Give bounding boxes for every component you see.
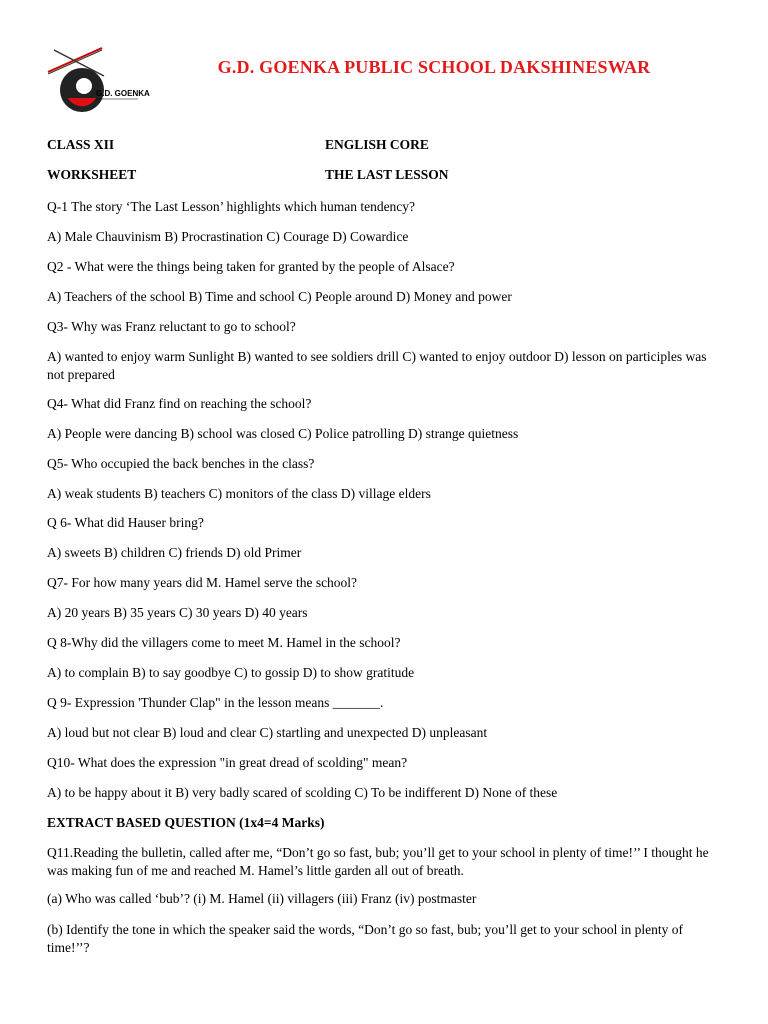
question-8: Q 8-Why did the villagers come to meet M. Hamel in the school? — [47, 635, 401, 650]
extract-question-b: (b) Identify the tone in which the speaker said the words, “Don’t go so fast, bub; you’ll get to your school in plenty of time!’’? — [47, 922, 683, 955]
question-2: Q2 - What were the things being taken for granted by the people of Alsace? — [47, 259, 455, 274]
question-10: Q10- What does the expression "in great dread of scolding" mean? — [47, 755, 408, 770]
options-3: A) wanted to enjoy warm Sunlight B) wanted to see soldiers drill C) wanted to enjoy outdoor D) lesson on participles was not prepared — [47, 349, 707, 382]
worksheet-label: WORKSHEET — [47, 167, 137, 182]
options-1: A) Male Chauvinism B) Procrastination C) Courage D) Cowardice — [47, 229, 409, 244]
subject-label: ENGLISH CORE — [325, 137, 429, 152]
class-label: CLASS XII — [47, 137, 115, 152]
school-title: G.D. GOENKA PUBLIC SCHOOL DAKSHINESWAR — [217, 57, 651, 77]
question-5: Q5- Who occupied the back benches in the class? — [47, 456, 315, 471]
question-4: Q4- What did Franz find on reaching the school? — [47, 396, 312, 411]
options-6: A) sweets B) children C) friends D) old Primer — [47, 545, 302, 560]
options-10: A) to be happy about it B) very badly scared of scolding C) To be indifferent D) None of these — [47, 785, 558, 800]
question-6: Q 6- What did Hauser bring? — [47, 515, 204, 530]
section-heading: EXTRACT BASED QUESTION (1x4=4 Marks) — [47, 815, 325, 830]
options-8: A) to complain B) to say goodbye C) to gossip D) to show gratitude — [47, 665, 415, 680]
options-4: A) People were dancing B) school was closed C) Police patrolling D) strange quietness — [47, 426, 519, 441]
question-1: Q-1 The story ‘The Last Lesson’ highlights which human tendency? — [47, 199, 416, 214]
question-9: Q 9- Expression 'Thunder Clap" in the lesson means _______. — [47, 695, 384, 710]
extract-question-a: (a) Who was called ‘bub’? (i) M. Hamel (ii) villagers (iii) Franz (iv) postmaster — [47, 891, 477, 906]
school-logo — [44, 42, 150, 120]
options-9: A) loud but not clear B) loud and clear C) startling and unexpected D) unpleasant — [47, 725, 488, 740]
svg-text:G.D. GOENKA: G.D. GOENKA — [96, 89, 150, 98]
question-3: Q3- Why was Franz reluctant to go to school? — [47, 319, 296, 334]
lesson-label: THE LAST LESSON — [325, 167, 449, 182]
question-7: Q7- For how many years did M. Hamel serve the school? — [47, 575, 358, 590]
options-5: A) weak students B) teachers C) monitors of the class D) village elders — [47, 486, 431, 501]
options-2: A) Teachers of the school B) Time and school C) People around D) Money and power — [47, 289, 512, 304]
options-7: A) 20 years B) 35 years C) 30 years D) 40 years — [47, 605, 308, 620]
extract-passage: Q11.Reading the bulletin, called after me, “Don’t go so fast, bub; you’ll get to your school in plenty of time!’’ I thought he was making fun of me and reached M. Hamel’s little garden all out of breath. — [47, 845, 709, 878]
